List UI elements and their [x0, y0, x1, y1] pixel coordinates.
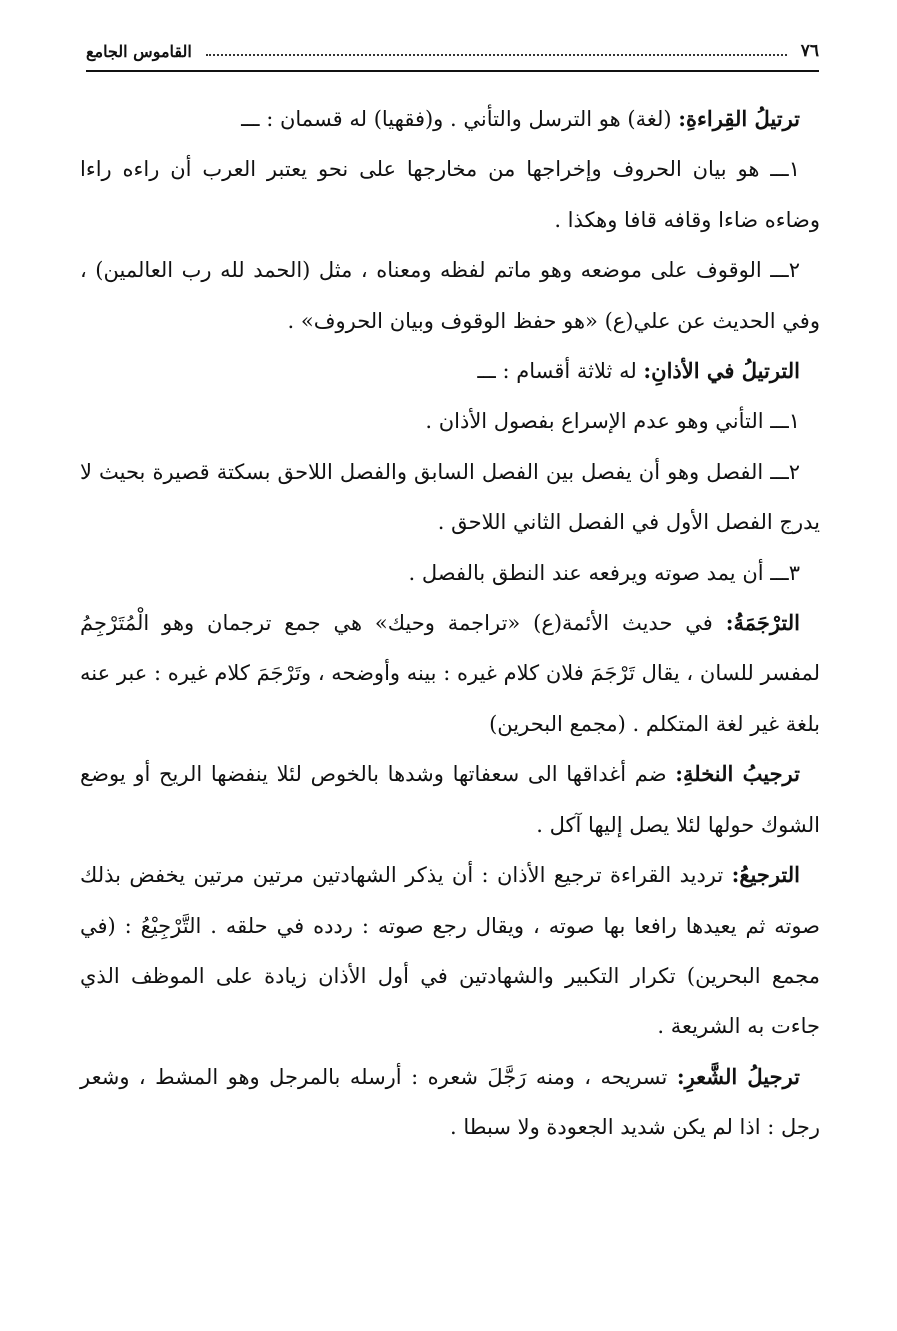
book-title: القاموس الجامع [86, 41, 192, 61]
entry-text: ١ـــ التأني وهو عدم الإسراع بفصول الأذان . [425, 409, 800, 434]
page-header [86, 36, 819, 66]
entry-text: (لغة) هو الترسل والتأني . و(فقهيا) له قسمان : ـــ [241, 107, 679, 131]
entry-term: ترتيلُ القِراءةِ: [678, 106, 800, 131]
entry-tarjil-alshar [80, 1052, 820, 1153]
page-body [80, 94, 820, 1153]
entry-tarji [80, 850, 820, 1052]
entry-tarjama [80, 598, 820, 749]
entry-text: ٢ـــ الفصل وهو أن يفصل بين الفصل السابق والفصل اللاحق بسكتة قصيرة بحيث لا يدرج الفصل الأول في الفصل الثاني اللاحق . [80, 459, 820, 535]
entry-term: الترجيعُ: [731, 862, 800, 888]
dotted-leader [206, 46, 787, 56]
page-number: ٧٦ [800, 41, 819, 61]
entry-tartil-aladhan [80, 346, 820, 396]
entry-text: ترديد القراءة ترجيع الأذان : أن يذكر الشهادتين مرتين مرتين يخفض بذلك صوته ثم يعيدها رافعا بها صوته ، ويقال رجع صوته : ردده في حلقه . التَّرْجِيْعُ : (في مجمع البحرين) تكرار التكبير والشهادتين في أول الأذان زيادة على الموظف الذي جاءت به الشريعة . [80, 863, 820, 1039]
entry-text: في حديث الأئمة(ع) «تراجمة وحيك» هي جمع ترجمان وهو الْمُتَرْجِمُ لمفسر للسان ، يقال تَرْجَمَ فلان كلام غيره : بينه وأوضحه ، وتَرْجَمَ كلام غيره : عبر عنه بلغة غير لغة المتكلم . (مجمع البحرين) [80, 611, 820, 736]
entry-tarjib-alnakhla [80, 749, 820, 850]
entry-text: ٢ـــ الوقوف على موضعه وهو ماتم لفظه ومعناه ، مثل (الحمد لله رب العالمين) ، وفي الحديث عن علي(ع) «هو حفظ الوقوف وبيان الحروف» . [80, 258, 820, 333]
entry-tartil-alqiraa [80, 94, 820, 144]
entry-text: ٣ـــ أن يمد صوته ويرفعه عند النطق بالفصل . [408, 560, 800, 585]
entry-term: الترتيلُ في الأذانِ: [643, 358, 800, 384]
entry-item [80, 548, 820, 598]
entry-item [80, 144, 820, 245]
entry-text: ضم أغداقها الى سعفاتها وشدها بالخوص لئلا ينفضها الريح أو يوضع الشوك حولها لئلا يصل إليها آكل . [80, 762, 820, 837]
header-rule [86, 70, 819, 72]
entry-item [80, 396, 820, 446]
entry-term: ترجيلُ الشَّعرِ: [676, 1063, 801, 1089]
entry-item [80, 447, 820, 548]
entry-item [80, 245, 820, 346]
entry-text: له ثلاثة أقسام : ـــ [477, 359, 644, 384]
entry-term: ترجيبُ النخلةِ: [675, 761, 800, 787]
entry-term: الترْجَمَةُ: [725, 610, 800, 636]
entry-text: ١ـــ هو بيان الحروف وإخراجها من مخارجها على نحو يعتبر العرب أن راءه راءا وضاءه ضاءا وقافه قافا وهكذا . [80, 157, 820, 232]
entry-text: تسريحه ، ومنه رَجَّلَ شعره : أرسله بالمرجل وهو المشط ، وشعر رجل : اذا لم يكن شديد الجعودة ولا سبطا . [80, 1064, 820, 1140]
